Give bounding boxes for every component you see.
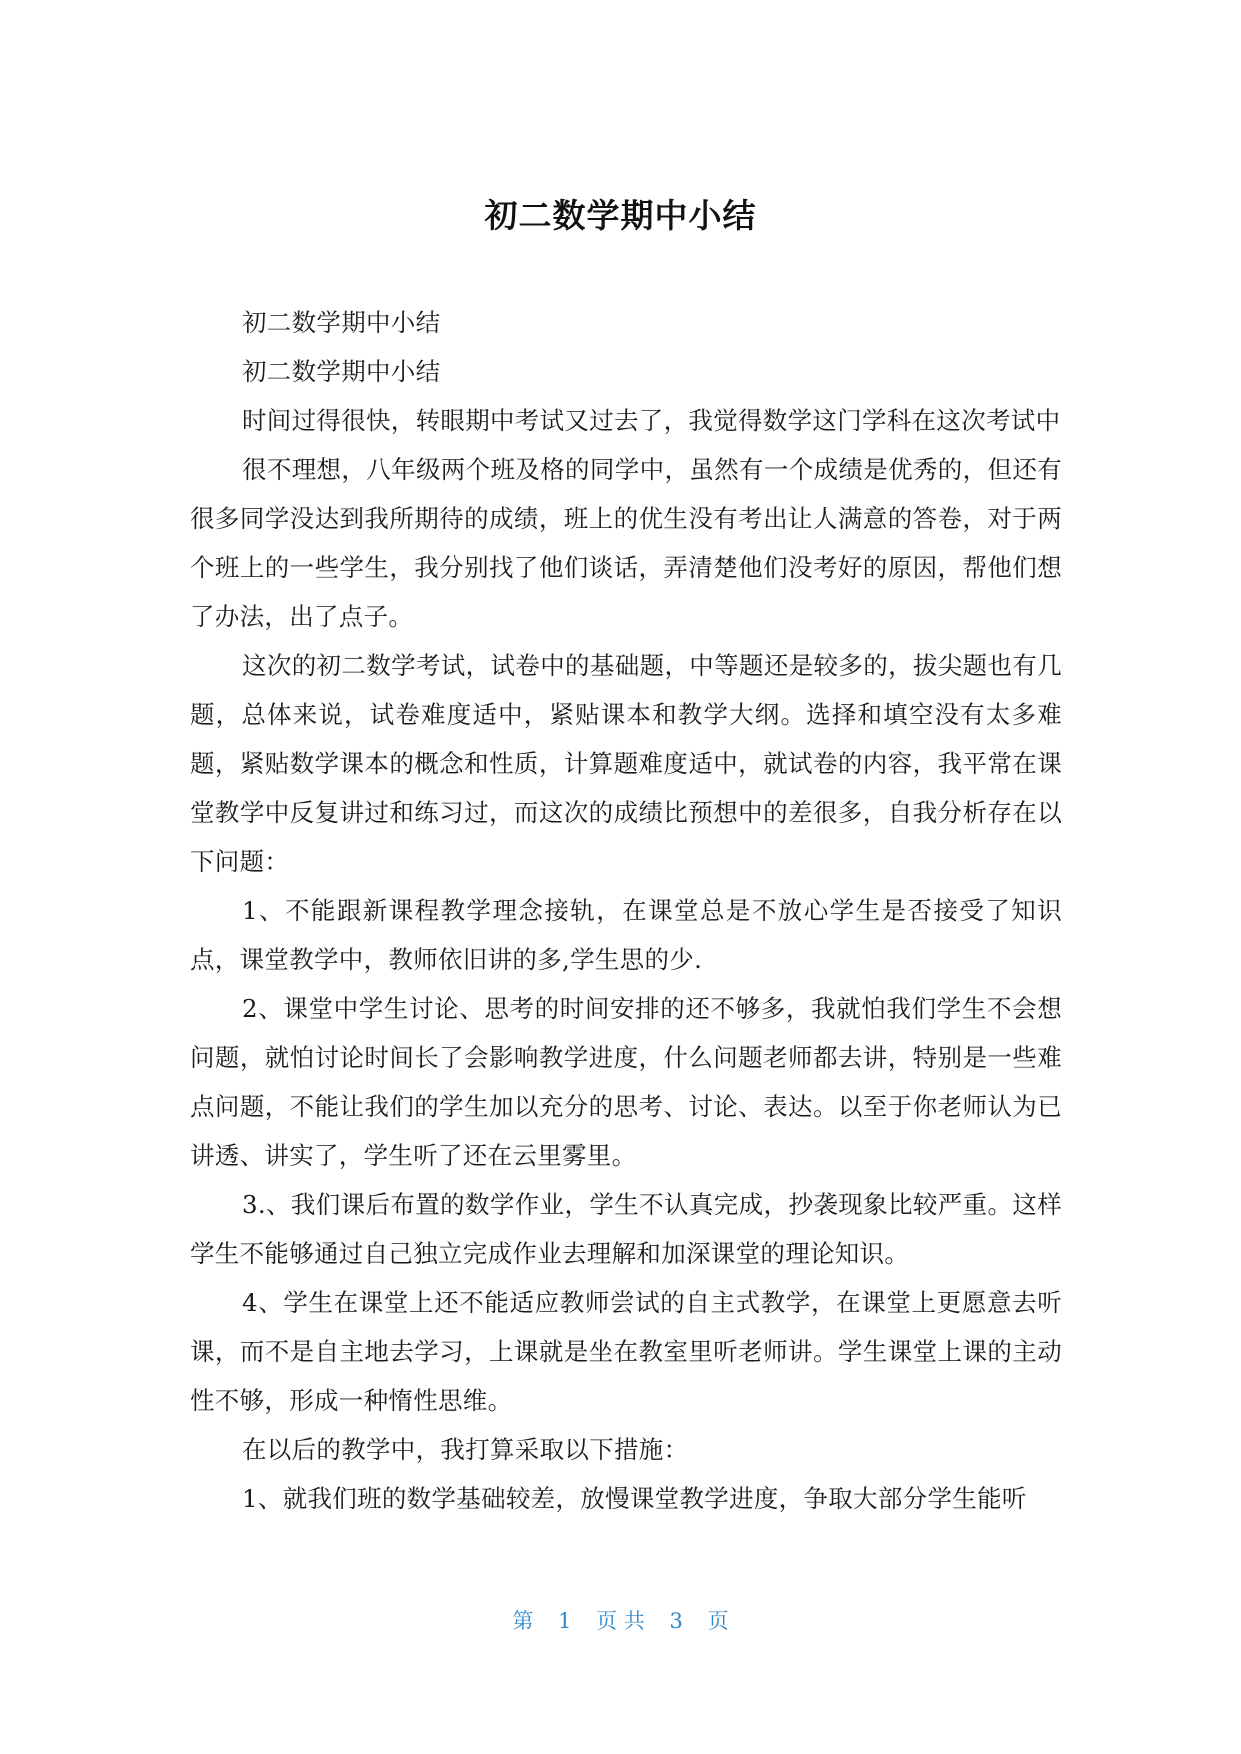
footer-total-pages: 3 xyxy=(669,1609,683,1633)
paragraph: 1、就我们班的数学基础较差，放慢课堂教学进度，争取大部分学生能听 xyxy=(242,1484,1027,1513)
paragraph: 这次的初二数学考试，试卷中的基础题，中等题还是较多的，拔尖题也有几题，总体来说，试卷难度适中，紧贴课本和教学大纲。选择和填空没有太多难题，紧贴数学课本的概念和性质，计算题难度适中，就试卷的内容，我平常在课堂教学中反复讲过和练习过，而这次的成绩比预想中的差很多，自我分析存在以下问题： xyxy=(190,651,1062,876)
footer-prefix: 第 xyxy=(512,1609,534,1633)
document-title: 初二数学期中小结 xyxy=(484,196,757,235)
paragraph: 很不理想，八年级两个班及格的同学中，虽然有一个成绩是优秀的，但还有很多同学没达到我所期待的成绩，班上的优生没有考出让人满意的答卷，对于两个班上的一些学生，我分别找了他们谈话，弄清楚他们没考好的原因，帮他们想了办法，出了点子。 xyxy=(190,455,1062,631)
footer-suffix: 页 xyxy=(707,1609,729,1633)
document-body xyxy=(190,298,1062,1523)
paragraph: 初二数学期中小结 xyxy=(242,357,441,386)
paragraph: 2、课堂中学生讨论、思考的时间安排的还不够多，我就怕我们学生不会想问题，就怕讨论时间长了会影响教学进度，什么问题老师都去讲，特别是一些难点问题，不能让我们的学生加以充分的思考、讨论、表达。以至于你老师认为已讲透、讲实了，学生听了还在云里雾里。 xyxy=(190,994,1062,1170)
footer-page-number: 1 xyxy=(558,1609,572,1633)
paragraph: 时间过得很快，转眼期中考试又过去了，我觉得数学这门学科在这次考试中 xyxy=(242,406,1061,435)
paragraph: 3.、我们课后布置的数学作业，学生不认真完成，抄袭现象比较严重。这样学生不能够通过自己独立完成作业去理解和加深课堂的理论知识。 xyxy=(190,1190,1062,1268)
paragraph: 4、学生在课堂上还不能适应教师尝试的自主式教学，在课堂上更愿意去听课，而不是自主地去学习，上课就是坐在教室里听老师讲。学生课堂上课的主动性不够，形成一种惰性思维。 xyxy=(190,1288,1062,1415)
page-footer xyxy=(0,1605,1241,1635)
paragraph: 1、不能跟新课程教学理念接轨，在课堂总是不放心学生是否接受了知识点，课堂教学中，教师依旧讲的多,学生思的少. xyxy=(190,896,1062,974)
footer-middle: 页 共 xyxy=(596,1609,645,1633)
paragraph: 在以后的教学中，我打算采取以下措施： xyxy=(242,1435,689,1464)
paragraph: 初二数学期中小结 xyxy=(242,308,441,337)
